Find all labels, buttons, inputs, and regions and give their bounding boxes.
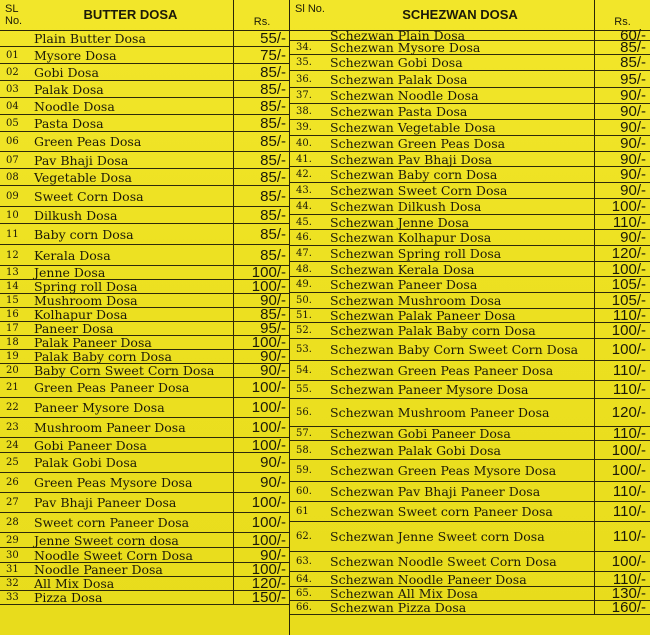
dish-name: Schezwan Sweet Corn Dosa — [330, 183, 508, 198]
serial-number: 13 — [6, 267, 19, 278]
dish-price: 100/- — [594, 262, 650, 276]
serial-number: 65. — [296, 588, 312, 599]
dish-name: Green Peas Mysore Dosa — [34, 475, 193, 490]
menu-row — [0, 308, 290, 322]
menu-row — [0, 591, 290, 605]
dish-name: Paneer Mysore Dosa — [34, 400, 165, 415]
dish-name: Pasta Dosa — [34, 115, 104, 131]
dish-price: 95/- — [233, 322, 290, 335]
serial-number: 18 — [6, 337, 19, 348]
dish-price: 90/- — [594, 167, 650, 182]
serial-number: 30 — [6, 549, 19, 561]
dish-name: Paneer Dosa — [34, 321, 114, 336]
dish-name: Kolhapur Dosa — [34, 307, 128, 322]
menu-row — [290, 572, 650, 587]
dish-price: 85/- — [233, 245, 290, 265]
dish-name: Dilkush Dosa — [34, 207, 118, 223]
menu-row — [290, 441, 650, 460]
serial-number: 49. — [296, 279, 312, 290]
menu-row — [0, 294, 290, 308]
serial-number: 60. — [296, 486, 312, 497]
dish-price: 110/- — [594, 215, 650, 229]
sl-no-header: Sl No. — [295, 3, 325, 15]
menu-row — [0, 224, 290, 245]
serial-number: 24 — [6, 439, 19, 451]
dish-price: 110/- — [594, 522, 650, 551]
menu-row — [0, 563, 290, 577]
dish-name: Mushroom Paneer Dosa — [34, 420, 186, 435]
dish-name: Baby corn Dosa — [34, 226, 134, 242]
dish-price: 100/- — [233, 493, 290, 512]
section-title: BUTTER DOSA — [83, 7, 178, 22]
dish-name: Schezwan Dilkush Dosa — [330, 199, 482, 214]
menu-row — [290, 120, 650, 136]
serial-number: 36. — [296, 73, 312, 85]
dish-price: 105/- — [594, 293, 650, 308]
dish-price: 85/- — [233, 186, 290, 206]
dish-price: 100/- — [594, 339, 650, 360]
menu-row — [290, 399, 650, 427]
dish-price: 90/- — [233, 453, 290, 472]
serial-number: 32 — [6, 578, 19, 589]
dish-name: Sweet Corn Dosa — [34, 188, 144, 204]
serial-number: 14 — [6, 281, 19, 292]
schezwan-dosa-section — [290, 0, 650, 635]
menu-row — [0, 513, 290, 533]
dish-name: Schezwan Kerala Dosa — [330, 261, 475, 277]
dish-name: Jenne Sweet corn dosa — [34, 532, 179, 548]
serial-number: 29 — [6, 534, 19, 546]
menu-row — [0, 207, 290, 224]
dish-price: 85/- — [233, 169, 290, 185]
sl-no-header: SL No. — [5, 3, 23, 27]
menu-row — [290, 552, 650, 572]
serial-number: 59. — [296, 465, 312, 476]
dish-name: Gobi Dosa — [34, 64, 99, 80]
menu-row — [0, 280, 290, 294]
dish-price: 85/- — [594, 41, 650, 54]
serial-number: 64. — [296, 573, 312, 585]
dish-price: 100/- — [594, 552, 650, 571]
serial-number: 55. — [296, 384, 312, 395]
dish-price: 100/- — [233, 378, 290, 397]
dish-price: 75/- — [233, 47, 290, 63]
menu-row — [290, 381, 650, 399]
serial-number: 51. — [296, 310, 312, 321]
serial-number: 04 — [6, 100, 19, 112]
serial-number: 15 — [6, 295, 19, 306]
menu-row — [0, 169, 290, 186]
serial-number: 27 — [6, 497, 19, 508]
dish-name: Schezwan Green Peas Mysore Dosa — [330, 463, 557, 478]
dish-price: 105/- — [594, 277, 650, 292]
menu-row — [290, 104, 650, 120]
dish-price: 85/- — [233, 132, 290, 151]
dish-price: 100/- — [233, 513, 290, 532]
dish-price: 100/- — [233, 533, 290, 547]
serial-number: 42. — [296, 169, 312, 180]
dish-price: 130/- — [594, 587, 650, 600]
serial-number: 47. — [296, 248, 312, 259]
menu-row — [0, 64, 290, 81]
dish-name: Schezwan Pav Bhaji Paneer Dosa — [330, 484, 541, 499]
dish-price: 110/- — [594, 381, 650, 398]
dish-name: Mushroom Dosa — [34, 293, 138, 308]
dish-price: 100/- — [594, 199, 650, 214]
serial-number: 03 — [6, 83, 19, 95]
dish-price: 90/- — [594, 104, 650, 119]
serial-number: 53. — [296, 344, 312, 355]
dish-price: 100/- — [233, 266, 290, 279]
dish-name: Sweet corn Paneer Dosa — [34, 515, 190, 530]
dish-name: Noodle Paneer Dosa — [34, 562, 163, 577]
serial-number: 54. — [296, 365, 312, 376]
menu-row — [290, 167, 650, 183]
menu-row — [0, 336, 290, 350]
dish-price: 90/- — [594, 136, 650, 151]
menu-row — [0, 322, 290, 336]
dish-name: Schezwan Mushroom Paneer Dosa — [330, 405, 550, 420]
dish-name: Schezwan Noodle Dosa — [330, 88, 479, 103]
menu-row — [290, 502, 650, 522]
menu-row — [0, 577, 290, 591]
serial-number: 63. — [296, 556, 312, 567]
dish-price: 100/- — [233, 563, 290, 576]
serial-number: 11 — [6, 228, 19, 240]
dish-name: Schezwan Noodle Paneer Dosa — [330, 571, 527, 587]
butter-dosa-section — [0, 0, 290, 635]
dish-name: Schezwan Palak Dosa — [330, 71, 468, 87]
rs-header: Rs. — [233, 0, 290, 30]
dish-price: 85/- — [233, 115, 290, 131]
schezwan-dosa-list — [290, 26, 650, 635]
dish-price: 85/- — [233, 308, 290, 321]
dish-price: 55/- — [233, 30, 290, 46]
dish-price: 90/- — [594, 183, 650, 198]
menu-row — [290, 230, 650, 246]
dish-price: 110/- — [594, 572, 650, 586]
dish-name: Schezwan Pizza Dosa — [330, 600, 467, 615]
menu-row — [290, 601, 650, 615]
dish-price: 90/- — [233, 350, 290, 363]
dish-price: 90/- — [594, 230, 650, 245]
dish-name: Schezwan Noodle Sweet Corn Dosa — [330, 554, 557, 569]
serial-number: 52. — [296, 325, 312, 336]
dish-price: 100/- — [594, 441, 650, 459]
menu-row — [290, 482, 650, 502]
menu-row — [0, 418, 290, 438]
dish-name: Schezwan Spring roll Dosa — [330, 246, 502, 261]
dish-name: Schezwan Palak Paneer Dosa — [330, 308, 516, 323]
dish-name: Schezwan Palak Gobi Dosa — [330, 442, 501, 458]
menu-row — [0, 245, 290, 266]
menu-row — [290, 460, 650, 482]
section-title: SCHEZWAN DOSA — [402, 7, 518, 22]
serial-number: 58. — [296, 444, 312, 456]
menu-row — [290, 136, 650, 152]
dish-price: 85/- — [233, 224, 290, 244]
serial-number: 01 — [6, 49, 19, 61]
dish-name: Schezwan Gobi Dosa — [330, 55, 463, 70]
menu-row — [290, 41, 650, 55]
serial-number: 33 — [6, 592, 19, 603]
dish-name: Schezwan Baby Corn Sweet Corn Dosa — [330, 342, 579, 357]
dish-name: Plain Butter Dosa — [34, 30, 146, 46]
menu-row — [0, 364, 290, 378]
menu-row — [0, 186, 290, 207]
dish-price: 85/- — [594, 55, 650, 70]
menu-row — [290, 262, 650, 277]
serial-number: 45. — [296, 216, 312, 228]
dish-price: 100/- — [233, 336, 290, 349]
dish-price: 110/- — [594, 482, 650, 501]
serial-number: 16 — [6, 309, 19, 320]
serial-number: 38. — [296, 106, 312, 117]
dish-name: Noodle Dosa — [34, 98, 115, 114]
serial-number: 41. — [296, 153, 312, 165]
serial-number: 44. — [296, 201, 312, 212]
dish-name: Schezwan Baby corn Dosa — [330, 167, 498, 182]
dish-name: Baby Corn Sweet Corn Dosa — [34, 363, 215, 378]
dish-name: Schezwan Plain Dosa — [330, 27, 466, 43]
dish-name: Noodle Sweet Corn Dosa — [34, 547, 193, 563]
serial-number: 31 — [6, 564, 19, 575]
menu-row — [290, 88, 650, 104]
serial-number: 66. — [296, 602, 312, 613]
menu-row — [290, 522, 650, 552]
serial-number: 26 — [6, 477, 19, 488]
menu-row — [0, 378, 290, 398]
rs-header: Rs. — [594, 0, 650, 30]
dish-price: 85/- — [233, 64, 290, 80]
menu-row — [290, 427, 650, 441]
menu-row — [0, 548, 290, 563]
dish-price: 90/- — [594, 152, 650, 166]
dish-name: Schezwan Paneer Dosa — [330, 277, 478, 292]
menu-row — [0, 152, 290, 169]
dish-name: Schezwan All Mix Dosa — [330, 586, 479, 601]
menu-row — [0, 493, 290, 513]
menu-row — [290, 277, 650, 293]
serial-number: 25 — [6, 457, 19, 468]
dish-name: Schezwan Pav Bhaji Dosa — [330, 151, 493, 167]
menu-row — [290, 71, 650, 88]
serial-number: 19 — [6, 351, 19, 362]
dish-price: 160/- — [594, 601, 650, 614]
dish-name: Palak Paneer Dosa — [34, 335, 152, 350]
menu-row — [290, 215, 650, 230]
dish-name: Schezwan Mysore Dosa — [330, 40, 481, 55]
dish-name: Palak Dosa — [34, 81, 104, 97]
serial-number: 23 — [6, 422, 19, 433]
menu-row — [290, 55, 650, 71]
menu-row — [0, 473, 290, 493]
dish-price: 90/- — [594, 88, 650, 103]
serial-number: 61 — [296, 506, 309, 517]
dish-name: Schezwan Mushroom Dosa — [330, 293, 502, 308]
serial-number: 06 — [6, 136, 19, 147]
menu-row — [0, 533, 290, 548]
dish-name: Schezwan Paneer Mysore Dosa — [330, 382, 529, 397]
menu-row — [0, 98, 290, 115]
serial-number: 12 — [6, 249, 19, 261]
dish-name: Schezwan Pasta Dosa — [330, 104, 468, 119]
serial-number: 10 — [6, 209, 19, 221]
dish-price: 100/- — [233, 280, 290, 293]
dish-name: Schezwan Jenne Dosa — [330, 214, 470, 230]
dish-price: 85/- — [233, 98, 290, 114]
serial-number: 34. — [296, 42, 312, 53]
serial-number: 40. — [296, 138, 312, 149]
dish-price: 90/- — [233, 364, 290, 377]
menu-row — [0, 438, 290, 453]
serial-number: 08 — [6, 171, 19, 183]
dish-name: Schezwan Jenne Sweet corn Dosa — [330, 529, 545, 544]
serial-number: 17 — [6, 323, 19, 334]
dish-name: Schezwan Vegetable Dosa — [330, 120, 496, 135]
menu-row — [0, 350, 290, 364]
dish-name: Green Peas Paneer Dosa — [34, 380, 190, 395]
dish-price: 110/- — [594, 502, 650, 521]
menu-row — [0, 398, 290, 418]
dish-price: 85/- — [233, 152, 290, 168]
dish-price: 100/- — [233, 438, 290, 452]
dish-price: 120/- — [233, 577, 290, 590]
dish-name: Schezwan Kolhapur Dosa — [330, 230, 492, 245]
menu-row — [0, 30, 290, 47]
dish-name: Pizza Dosa — [34, 590, 103, 605]
dish-price: 90/- — [594, 120, 650, 135]
dish-name: Pav Bhaji Dosa — [34, 152, 129, 168]
serial-number: 02 — [6, 66, 19, 78]
serial-number: 62. — [296, 531, 312, 542]
serial-number: 56. — [296, 407, 312, 418]
serial-number: 28 — [6, 517, 19, 528]
serial-number: 07 — [6, 154, 19, 166]
menu-row — [290, 587, 650, 601]
dish-price: 90/- — [233, 473, 290, 492]
serial-number: 48. — [296, 263, 312, 275]
menu-row — [0, 81, 290, 98]
serial-number: 43. — [296, 185, 312, 196]
dish-price: 85/- — [233, 81, 290, 97]
dish-name: Kerala Dosa — [34, 247, 111, 263]
serial-number: 22 — [6, 402, 19, 413]
dish-name: Vegetable Dosa — [34, 169, 132, 185]
serial-number: 57. — [296, 428, 312, 439]
menu-row — [290, 199, 650, 215]
dish-price: 120/- — [594, 246, 650, 261]
serial-number: 35. — [296, 57, 312, 68]
menu-row — [0, 266, 290, 280]
serial-number: 09 — [6, 190, 19, 202]
menu-row — [290, 246, 650, 262]
dish-price: 100/- — [233, 398, 290, 417]
menu-row — [290, 152, 650, 167]
dish-name: All Mix Dosa — [34, 576, 115, 591]
dish-name: Schezwan Green Peas Dosa — [330, 136, 506, 151]
dish-price: 90/- — [233, 294, 290, 307]
dish-price: 95/- — [594, 71, 650, 87]
menu-row — [290, 183, 650, 199]
dish-price: 100/- — [233, 418, 290, 437]
butter-dosa-list — [0, 30, 290, 635]
dish-name: Schezwan Gobi Paneer Dosa — [330, 426, 511, 441]
menu-row — [290, 361, 650, 381]
menu-row — [290, 293, 650, 309]
butter-dosa-header — [0, 0, 290, 31]
schezwan-dosa-header — [290, 0, 650, 31]
dish-price: 100/- — [594, 460, 650, 481]
dish-price: 110/- — [594, 309, 650, 322]
serial-number: 05 — [6, 117, 19, 129]
dish-name: Mysore Dosa — [34, 47, 117, 63]
menu-row — [0, 132, 290, 152]
serial-number: 39. — [296, 122, 312, 133]
dish-price: 120/- — [594, 399, 650, 426]
serial-number: 20 — [6, 365, 19, 376]
dish-name: Schezwan Palak Baby corn Dosa — [330, 323, 536, 338]
dish-price: 110/- — [594, 361, 650, 380]
dish-name: Schezwan Sweet corn Paneer Dosa — [330, 504, 553, 519]
dish-name: Gobi Paneer Dosa — [34, 437, 147, 453]
dish-name: Schezwan Green Peas Paneer Dosa — [330, 363, 554, 378]
dish-price: 100/- — [594, 323, 650, 338]
menu-row — [290, 323, 650, 339]
dish-name: Spring roll Dosa — [34, 279, 138, 294]
dish-name: Palak Baby corn Dosa — [34, 349, 172, 364]
serial-number: 50. — [296, 295, 312, 306]
menu-row — [0, 47, 290, 64]
dish-price: 150/- — [233, 591, 290, 604]
dish-name: Palak Gobi Dosa — [34, 455, 138, 470]
dish-name: Pav Bhaji Paneer Dosa — [34, 495, 177, 510]
dish-price: 110/- — [594, 427, 650, 440]
serial-number: 21 — [6, 382, 19, 393]
serial-number: 46. — [296, 232, 312, 243]
menu-row — [0, 115, 290, 132]
menu-row — [0, 453, 290, 473]
serial-number: 37. — [296, 90, 312, 101]
dish-price: 90/- — [233, 548, 290, 562]
dish-name: Green Peas Dosa — [34, 134, 142, 149]
dish-name: Jenne Dosa — [34, 265, 106, 280]
dish-price: 60/- — [594, 30, 650, 40]
dish-price: 85/- — [233, 207, 290, 223]
menu-row — [290, 339, 650, 361]
menu-row — [290, 309, 650, 323]
